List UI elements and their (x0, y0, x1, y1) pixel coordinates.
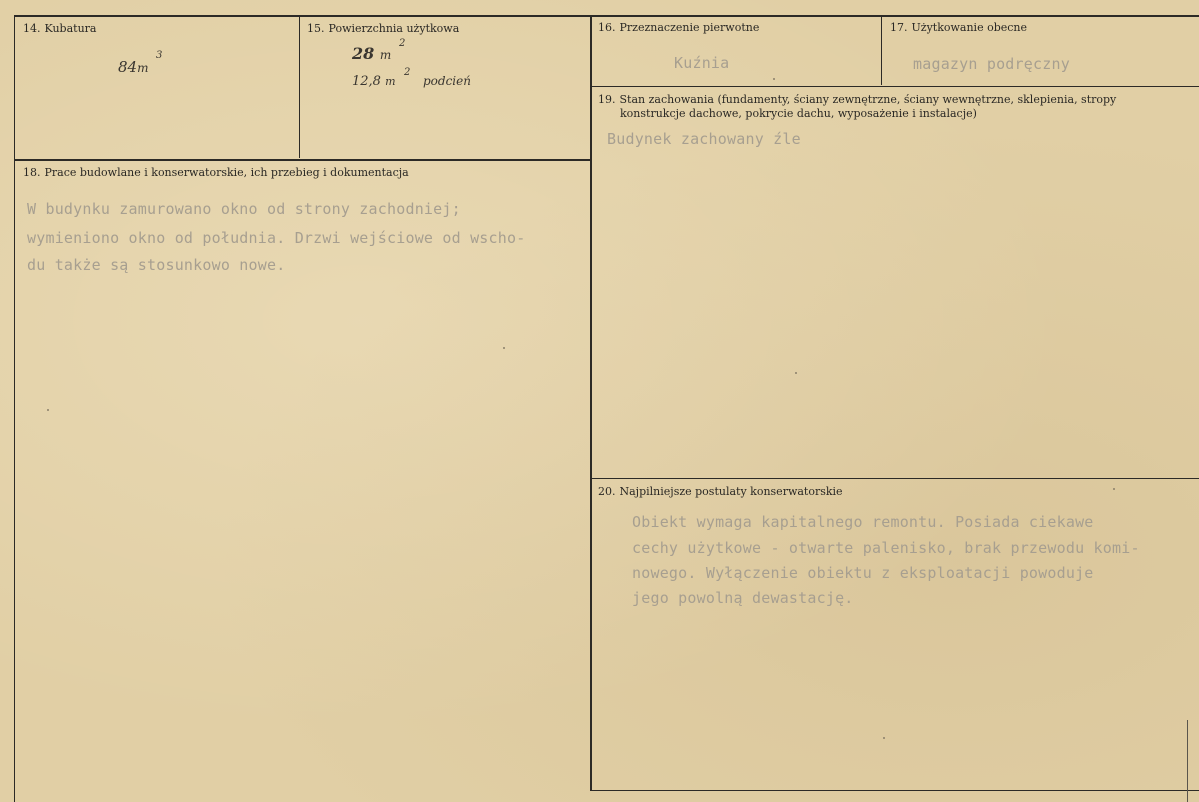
paper-speck (883, 737, 885, 739)
field-19-label-line-1: 19. Stan zachowania (fundamenty, ściany zewnętrzne, ściany wewnętrzne, sklepienia, stropy (598, 93, 1117, 106)
field-20-line-4: jego powolną dewastację. (632, 589, 854, 607)
field-15-note-2: podcień (423, 74, 471, 88)
field-15-sup-2: 2 (404, 67, 411, 78)
field-14-label: 14. Kubatura (23, 22, 97, 35)
row-divider-16-19 (591, 86, 1199, 87)
field-15-sup-1: 2 (399, 38, 406, 49)
field-18-line-1: W budynku zamurowano okno od strony zachodniej; (27, 200, 461, 218)
field-19-value: Budynek zachowany źle (607, 130, 801, 148)
bottom-divider-right (591, 790, 1199, 791)
field-18-line-3: du także są stosunkowo nowe. (27, 256, 286, 274)
left-border (14, 15, 15, 802)
row-divider-14-18 (14, 159, 591, 161)
field-20-line-3: nowego. Wyłączenie obiektu z eksploatacji powoduje (632, 564, 1094, 582)
field-14-value: 84m (118, 58, 149, 76)
field-17-value: magazyn podręczny (913, 55, 1070, 73)
paper-speck (1113, 488, 1115, 490)
paper-speck (47, 409, 49, 411)
row-divider-19-20 (591, 478, 1199, 479)
field-17-label: 17. Użytkowanie obecne (890, 21, 1027, 34)
field-18-label: 18. Prace budowlane i konserwatorskie, ich przebieg i dokumentacja (23, 166, 409, 179)
field-16-value: Kuźnia (674, 54, 730, 72)
paper-speck (773, 78, 775, 80)
divider-16-17 (881, 16, 882, 85)
field-18-line-2: wymieniono okno od południa. Drzwi wejściowe od wscho- (27, 229, 526, 247)
field-20-line-2: cechy użytkowe - otwarte palenisko, brak przewodu komi- (632, 539, 1140, 557)
divider-14-15 (299, 16, 300, 158)
field-20-line-1: Obiekt wymaga kapitalnego remontu. Posiada ciekawe (632, 513, 1094, 531)
paper-speck (795, 372, 797, 374)
right-edge-mark (1187, 720, 1188, 802)
field-15-value-1: 28 m (352, 44, 392, 63)
field-15-label: 15. Powierzchnia użytkowa (307, 22, 460, 35)
field-15-value-2: 12,8 m (352, 74, 396, 89)
field-19-label-line-2: konstrukcje dachowe, pokrycie dachu, wyposażenie i instalacje) (620, 107, 977, 120)
field-20-label: 20. Najpilniejsze postulaty konserwatorskie (598, 485, 843, 498)
top-border (14, 15, 1199, 17)
field-14-sup: 3 (156, 50, 163, 61)
paper-speck (503, 347, 505, 349)
divider-center (590, 16, 592, 791)
field-16-label: 16. Przeznaczenie pierwotne (598, 21, 760, 34)
